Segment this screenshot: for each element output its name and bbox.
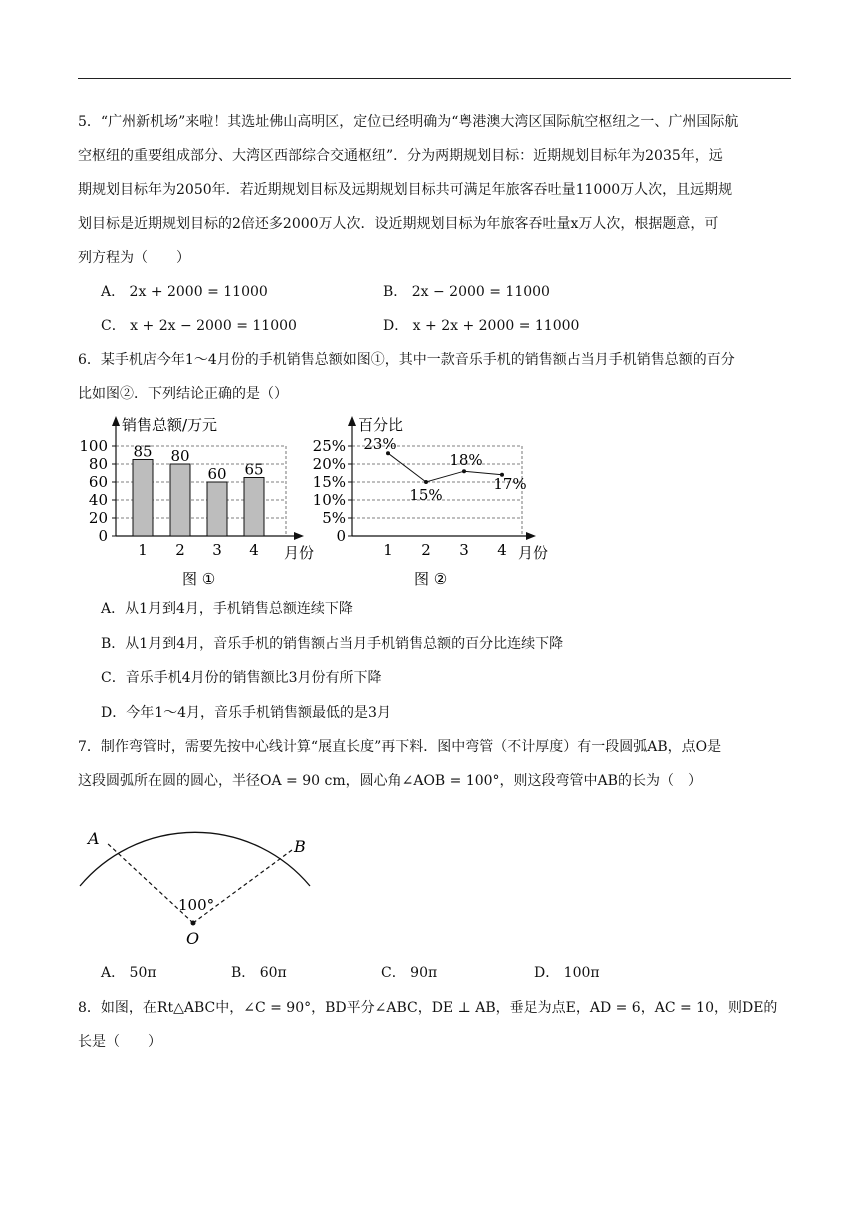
- percent-series-line: [388, 453, 502, 482]
- percent-point-month-3: [462, 469, 466, 473]
- q6-option-b: B．从1月到4月，音乐手机的销售额占当月手机销售总额的百分比连续下降: [101, 636, 564, 652]
- bar-chart-xlabel: 月份: [284, 544, 315, 562]
- bar-ytick-label: 40: [88, 491, 108, 509]
- bar-ytick-label: 20: [88, 509, 108, 527]
- line-x-arrow: [526, 532, 536, 540]
- line-ytick-label: 20%: [312, 455, 346, 473]
- q5-line-2: 空枢纽的重要组成部分、大湾区西部综合交通枢纽”．分为两期规划目标：近期规划目标年为2035年，远: [78, 148, 723, 164]
- bar-xtick-label: 4: [249, 541, 259, 559]
- bar-month-1: [133, 460, 153, 537]
- line-ytick-label: 0: [336, 527, 346, 545]
- line-chart-caption: 图 ②: [414, 570, 448, 588]
- arc-figure: [70, 800, 330, 950]
- bar-ytick-label: 60: [88, 473, 108, 491]
- line-ytick-label: 25%: [312, 437, 346, 455]
- q7-option-b: B． 60π: [231, 965, 287, 981]
- q8-line-2: 长是（ ）: [78, 1034, 162, 1050]
- sales-bar-chart: [70, 410, 330, 595]
- bar-ytick-label: 100: [79, 437, 108, 455]
- bar-chart-caption: 图 ①: [182, 570, 216, 588]
- percent-point-month-2: [424, 480, 428, 484]
- angle-label: 100°: [178, 896, 215, 914]
- q5-option-a: A． 2x + 2000 = 11000: [101, 284, 268, 300]
- q6-line-1: 6．某手机店今年1～4月份的手机销售总额如图①，其中一款音乐手机的销售额占当月手机销售总额的百分: [78, 352, 735, 368]
- q5-option-c: C． x + 2x − 2000 = 11000: [101, 318, 297, 334]
- q5-option-d: D． x + 2x + 2000 = 11000: [383, 318, 580, 334]
- line-chart-xlabel: 月份: [518, 544, 549, 562]
- bar-y-arrow: [112, 416, 120, 426]
- q7-line-2: 这段圆弧所在圆的圆心，半径OA = 90 cm，圆心角∠AOB = 100°，则这段弯管中AB的长为（ ）: [78, 773, 702, 789]
- header-rule: [78, 78, 791, 79]
- line-ytick-label: 10%: [312, 491, 346, 509]
- q5-line-3: 期规划目标年为2050年．若近期规划目标及远期规划目标共可满足年旅客吞吐量11000万人次，且远期规: [78, 182, 733, 198]
- line-xtick-label: 4: [497, 541, 507, 559]
- bar-xtick-label: 1: [138, 541, 148, 559]
- bar-xtick-label: 2: [175, 541, 185, 559]
- percent-point-label: 23%: [363, 435, 397, 454]
- bar-chart-title: 销售总额/万元: [122, 416, 218, 434]
- q7-line-1: 7．制作弯管时，需要先按中心线计算“展直长度”再下料．图中弯管（不计厚度）有一段圆弧AB，点O是: [78, 739, 722, 755]
- bar-month-4: [244, 478, 264, 537]
- q6-option-d: D．今年1～4月，音乐手机销售额最低的是3月: [101, 705, 391, 721]
- bar-month-3: [207, 482, 227, 536]
- bar-xtick-label: 3: [212, 541, 222, 559]
- bar-x-arrow: [294, 532, 304, 540]
- bar-ytick-label: 0: [98, 527, 108, 545]
- line-xtick-label: 1: [383, 541, 393, 559]
- q5-line-5: 列方程为（ ）: [78, 250, 190, 266]
- q7-option-a: A． 50π: [101, 965, 157, 981]
- percent-point-label: 15%: [409, 486, 443, 504]
- label-b: B: [294, 837, 306, 856]
- q7-option-c: C． 90π: [381, 965, 438, 981]
- q6-option-a: A．从1月到4月，手机销售总额连续下降: [101, 601, 353, 617]
- percent-line-chart: [306, 410, 566, 595]
- bar-value-label: 85: [133, 442, 153, 461]
- bar-ytick-label: 80: [88, 455, 108, 473]
- arc-ab: [80, 832, 310, 886]
- line-ytick-label: 5%: [322, 509, 346, 527]
- bar-value-label: 65: [244, 460, 264, 479]
- q6-option-c: C．音乐手机4月份的销售额比3月份有所下降: [101, 670, 382, 686]
- bar-value-label: 80: [170, 447, 190, 465]
- bar-month-2: [170, 464, 190, 536]
- line-y-arrow: [348, 416, 356, 426]
- line-ytick-label: 15%: [312, 473, 346, 491]
- q5-line-4: 划目标是近期规划目标的2倍还多2000万人次．设近期规划目标为年旅客吞吐量x万人次，根据题意，可: [78, 216, 719, 232]
- line-chart-title: 百分比: [358, 416, 404, 434]
- center-point: [191, 921, 196, 926]
- label-o: O: [186, 929, 200, 948]
- q6-line-2: 比如图②．下列结论正确的是（）: [78, 386, 288, 402]
- q5-line-1: 5．“广州新机场”来啦！其选址佛山高明区，定位已经明确为“粤港澳大湾区国际航空枢纽之一、广州国际航: [78, 114, 739, 130]
- q5-option-b: B． 2x − 2000 = 11000: [383, 284, 550, 300]
- line-xtick-label: 2: [421, 541, 431, 559]
- q7-option-d: D． 100π: [534, 965, 600, 981]
- q8-line-1: 8．如图，在Rt△ABC中，∠C = 90°，BD平分∠ABC，DE ⊥ AB，垂足为点E，AD = 6，AC = 10，则DE的: [78, 1000, 778, 1016]
- line-xtick-label: 3: [459, 541, 469, 559]
- percent-point-label: 18%: [449, 451, 483, 470]
- percent-point-label: 17%: [493, 474, 527, 493]
- bar-value-label: 60: [207, 465, 227, 483]
- label-a: A: [88, 829, 100, 848]
